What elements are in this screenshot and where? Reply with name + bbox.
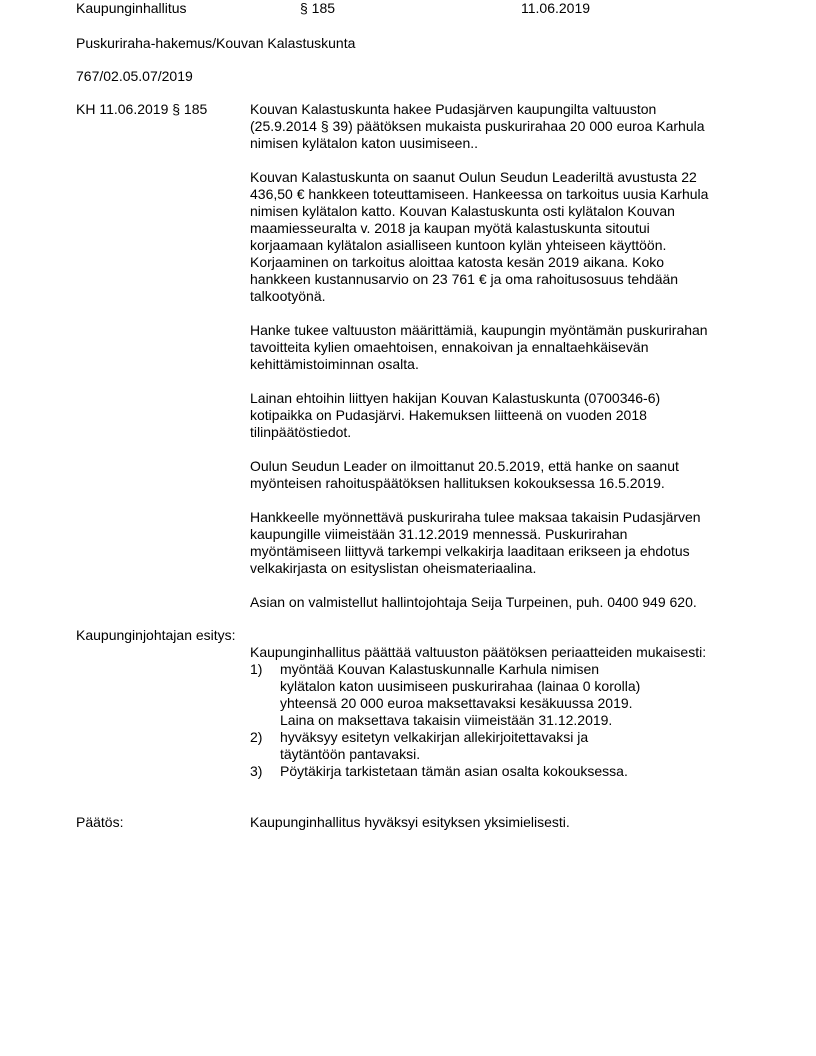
decision-label: Päätös: <box>76 814 124 830</box>
proposal-item-text: myöntää Kouvan Kalastuskunnalle Karhula nimisen kylätalon katon uusimiseen puskurirahaa (lainaa 0 korolla) yhteensä 20 000 euroa maksettavaksi kesäkuussa 2019. Laina on maksettava takaisin viimeistään 31.12.2019. <box>280 661 641 728</box>
header-body: Kaupunginhallitus <box>76 0 187 16</box>
paragraph-leader-notice: Oulun Seudun Leader on ilmoittanut 20.5.2019, että hanke on saanut myönteisen rahoituspäätöksen hallituksen kokouksessa 16.5.2019. <box>250 458 679 491</box>
proposal-item-number: 2) <box>250 729 263 745</box>
proposal-item-number: 3) <box>250 763 263 779</box>
decision-text: Kaupunginhallitus hyväksyi esityksen yksimielisesti. <box>250 814 570 830</box>
proposal-item-text: hyväksyy esitetyn velkakirjan allekirjoitettavaksi ja täytäntöön pantavaksi. <box>280 729 589 762</box>
proposal-item-number: 1) <box>250 661 263 677</box>
header-date: 11.06.2019 <box>521 0 591 16</box>
paragraph-goals: Hanke tukee valtuuston määrittämiä, kaupungin myöntämän puskurirahan tavoitteita kylien omaehtoisen, ennakoivan ja ennaltaehkäisevän kehittämistoiminnan osalta. <box>250 322 708 372</box>
paragraph-preparer: Asian on valmistellut hallintojohtaja Seija Turpeinen, puh. 0400 949 620. <box>250 594 697 610</box>
paragraph-loan-terms: Lainan ehtoihin liittyen hakijan Kouvan Kalastuskunta (0700346-6) kotipaikka on Pudasjärvi. Hakemuksen liitteenä on vuoden 2018 tilinpäätöstiedot. <box>250 390 661 440</box>
paragraph-application: Kouvan Kalastuskunta hakee Pudasjärven kaupungilta valtuuston (25.9.2014 § 39) päätöksen mukaista puskurirahaa 20 000 euroa Karhula nimisen kylätalon katon uusimiseen.. <box>250 101 705 151</box>
proposal-intro: Kaupunginhallitus päättää valtuuston päätöksen periaatteiden mukaisesti: <box>250 644 707 660</box>
paragraph-repayment: Hankkeelle myönnettävä puskuriraha tulee maksaa takaisin Pudasjärven kaupungille viimeistään 31.12.2019 mennessä. Puskurirahan myöntämiseen liittyvä tarkempi velkakirja laaditaan erikseen ja ehdotus velkakirjasta on esityslistan oheismateriaalina. <box>250 509 701 576</box>
proposal-item-text: Pöytäkirja tarkistetaan tämän asian osalta kokouksessa. <box>280 763 628 779</box>
meeting-reference: KH 11.06.2019 § 185 <box>76 101 208 117</box>
proposal-label: Kaupunginjohtajan esitys: <box>76 627 236 643</box>
record-number: 767/02.05.07/2019 <box>76 68 193 84</box>
paragraph-funding: Kouvan Kalastuskunta on saanut Oulun Seudun Leaderiltä avustusta 22 436,50 € hankkeen toteuttamiseen. Hankeessa on tarkoitus uusia Karhula nimisen kylätalon katto. Kouvan Kalastuskunta osti kylätalon Kouvan maamiesseuralta v. 2018 ja kaupan myötä kalastuskunta sitoutui korjaamaan kylätalon asialliseen kuntoon kylän yhteiseen käyttöön. Korjaaminen on tarkoitus aloittaa katosta kesän 2019 aikana. Koko hankkeen kustannusarvio on 23 761 € ja oma rahoitusosuus tehdään talkootyönä. <box>250 169 709 304</box>
document-title: Puskuriraha-hakemus/Kouvan Kalastuskunta <box>76 35 356 51</box>
header-section: § 185 <box>300 0 336 16</box>
